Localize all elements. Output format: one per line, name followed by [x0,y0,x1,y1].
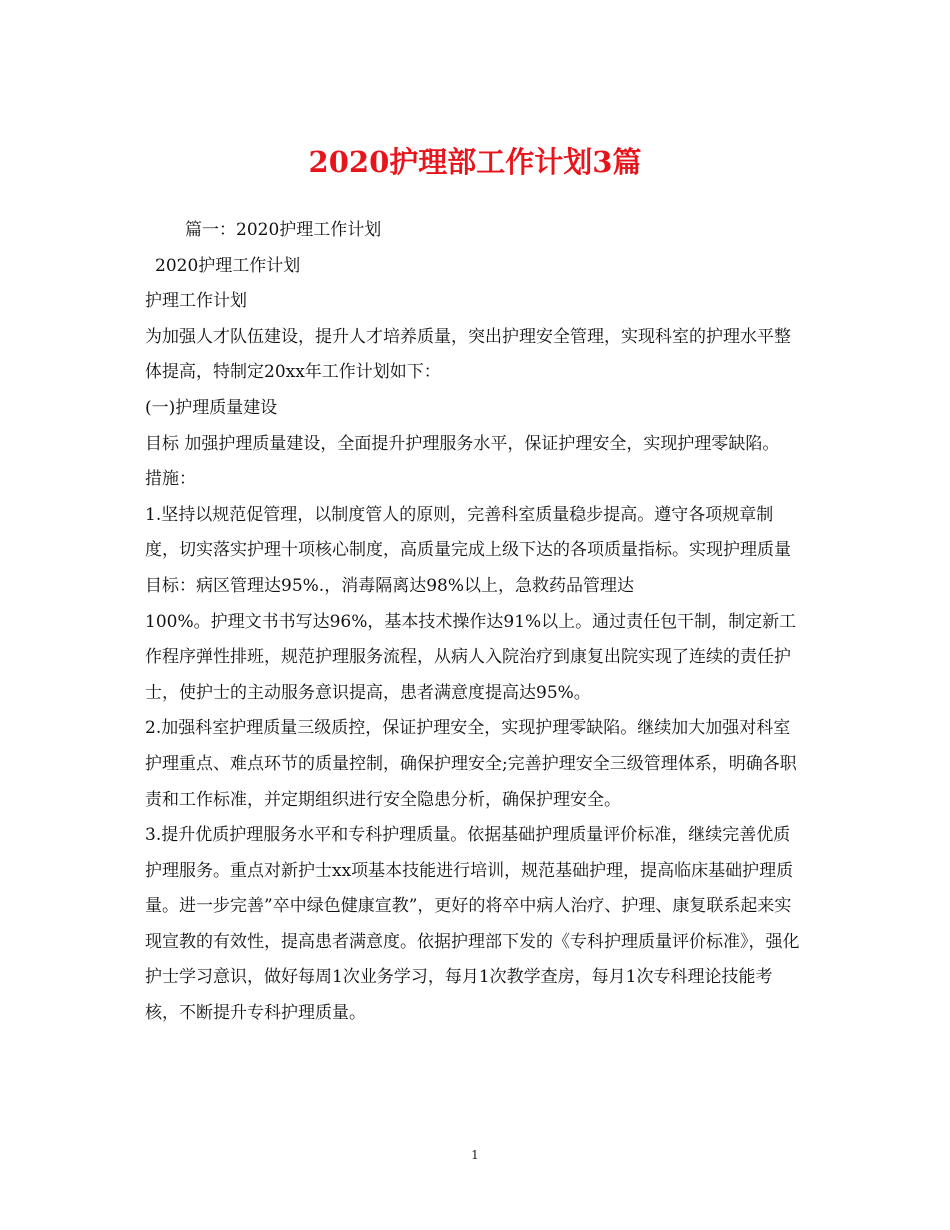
quality-section-heading: (一)护理质量建设 [145,397,278,418]
intro-paragraph: 为加强人才队伍建设，提升人才培养质量，突出护理安全管理，实现科室的护理水平整体提高，特制定20xx年工作计划如下： [145,326,791,383]
plan-heading: 护理工作计划 [145,291,247,312]
subtitle: 2020护理工作计划 [155,255,301,276]
measure-3-paragraph: 3.提升优质护理服务水平和专科护理质量。依据基础护理质量评价标准，继续完善优质护理服务。重点对新护士xx项基本技能进行培训，规范基础护理，提高临床基础护理质量。进一步完善”卒中绿色健康宣教”，更好的将卒中病人治疗、护理、康复联系起来实现宣教的有效性，提高患者满意度。依据护理部下发的《专科护理质量评价标准》，强化护士学习意识，做好每周1次业务学习，每月1次教学查房，每月1次专科理论技能考核，不断提升专科护理质量。 [145,825,800,1024]
section-heading-1: 篇一：2020护理工作计划 [185,220,382,240]
page-number: 1 [471,1148,479,1162]
measures-heading: 措施： [145,469,196,490]
measure-1-paragraph: 1.坚持以规范促管理，以制度管人的原则，完善科室质量稳步提高。遵守各项规章制度，切实落实护理十项核心制度，高质量完成上级下达的各项质量指标。实现护理质量目标：病区管理达95%.，消毒隔离达98%以上，急救药品管理达 [145,504,791,596]
measure-2-paragraph: 2.加强科室护理质量三级质控，保证护理安全，实现护理零缺陷。继续加大加强对科室护理重点、难点环节的质量控制，确保护理安全;完善护理安全三级管理体系，明确各职责和工作标准，并定期组织进行安全隐患分析，确保护理安全。 [145,718,797,810]
measure-1-continued: 100%。护理文书书写达96%，基本技术操作达91%以上。通过责任包干制，制定新工作程序弹性排班，规范护理服务流程，从病人入院治疗到康复出院实现了连续的责任护士，使护士的主动服务意识提高，患者满意度提高达95%。 [145,611,797,703]
goal-paragraph: 目标 加强护理质量建设，全面提升护理服务水平，保证护理安全，实现护理零缺陷。 [145,433,780,454]
document-title: 2020护理部工作计划3篇 [308,145,642,179]
document-body [145,213,805,1032]
